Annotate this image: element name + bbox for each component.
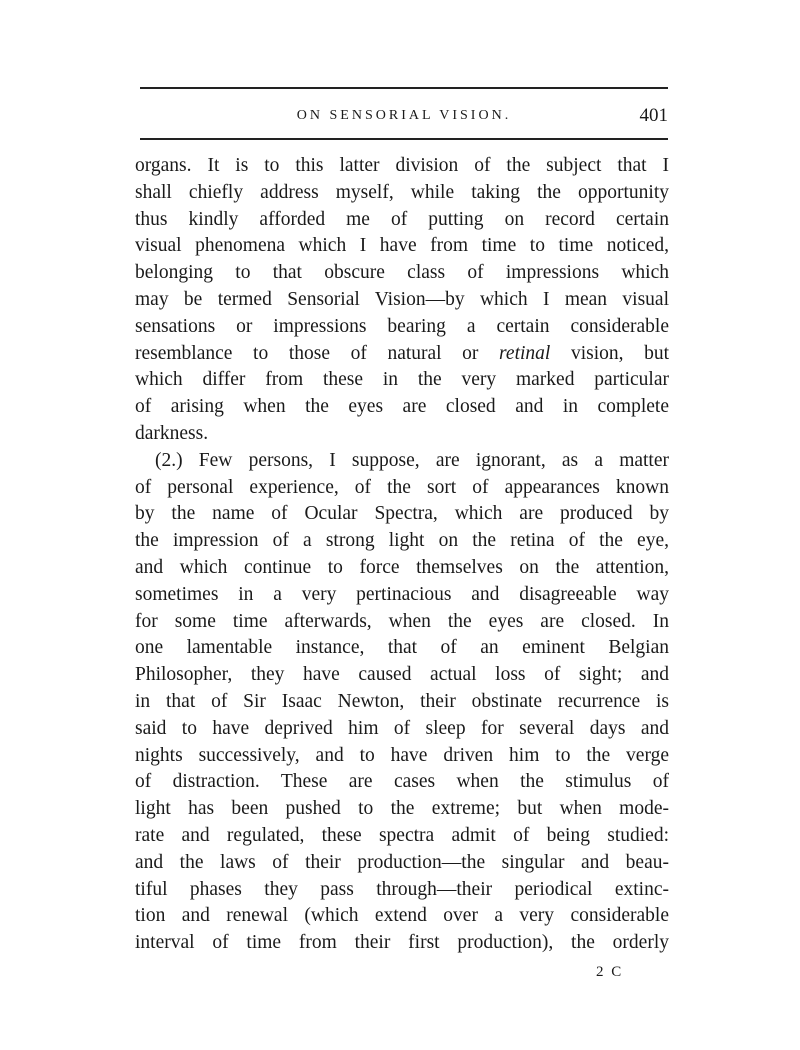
text-line: thus kindly afforded me of putting on record certain — [135, 208, 669, 230]
text-line: in that of Sir Isaac Newton, their obstinate recurrence is — [135, 690, 669, 712]
text-line: shall chiefly address myself, while taking the opportunity — [135, 181, 669, 203]
text-line: by the name of Ocular Spectra, which are produced by — [135, 503, 669, 525]
text-line: and the laws of their production—the singular and beau- — [135, 851, 669, 873]
body-text — [135, 153, 669, 957]
running-head — [140, 106, 668, 130]
signature-mark: 2 C — [596, 964, 624, 980]
text-line: sometimes in a very pertinacious and disagreeable way — [135, 583, 669, 605]
running-title: ON SENSORIAL VISION. — [296, 108, 512, 123]
paragraph-end-line: darkness. — [135, 422, 209, 444]
text-segment: vision, but — [570, 342, 670, 364]
text-line: tion and renewal (which extend over a very considerable — [135, 905, 669, 927]
text-line: which differ from these in the very marked particular — [135, 369, 669, 391]
page-number: 401 — [639, 105, 668, 126]
text-line: visual phenomena which I have from time to time noticed, — [135, 235, 669, 257]
text-line: of personal experience, of the sort of appearances known — [135, 476, 669, 498]
header-bottom-rule — [140, 138, 668, 140]
header-top-rule — [140, 87, 668, 89]
text-line: interval of time from their first production), the orderly — [135, 932, 669, 954]
paragraph-start-line: (2.) Few persons, I suppose, are ignorant, as a matter — [155, 449, 669, 471]
text-line: the impression of a strong light on the retina of the eye, — [135, 530, 669, 552]
text-line-with-italic — [135, 341, 669, 368]
text-line: and which continue to force themselves on the attention, — [135, 556, 669, 578]
text-segment: resemblance to those of natural or — [135, 342, 479, 364]
text-line: nights successively, and to have driven him to the verge — [135, 744, 669, 766]
text-line: sensations or impressions bearing a certain considerable — [135, 315, 669, 337]
text-line: of distraction. These are cases when the stimulus of — [135, 771, 669, 793]
text-line: for some time afterwards, when the eyes are closed. In — [135, 610, 669, 632]
text-line: of arising when the eyes are closed and in complete — [135, 396, 669, 418]
text-line: said to have deprived him of sleep for several days and — [135, 717, 669, 739]
text-line: one lamentable instance, that of an eminent Belgian — [135, 637, 669, 659]
text-line: rate and regulated, these spectra admit of being studied: — [135, 824, 669, 846]
italic-word: retinal — [499, 342, 551, 364]
text-line: Philosopher, they have caused actual loss of sight; and — [135, 664, 669, 686]
text-line: may be termed Sensorial Vision—by which I mean visual — [135, 288, 669, 310]
text-line: organs. It is to this latter division of the subject that I — [135, 155, 669, 176]
text-line: belonging to that obscure class of impressions which — [135, 262, 669, 284]
text-line: tiful phases they pass through—their periodical extinc- — [135, 878, 669, 900]
text-line: light has been pushed to the extreme; but when mode- — [135, 798, 669, 820]
